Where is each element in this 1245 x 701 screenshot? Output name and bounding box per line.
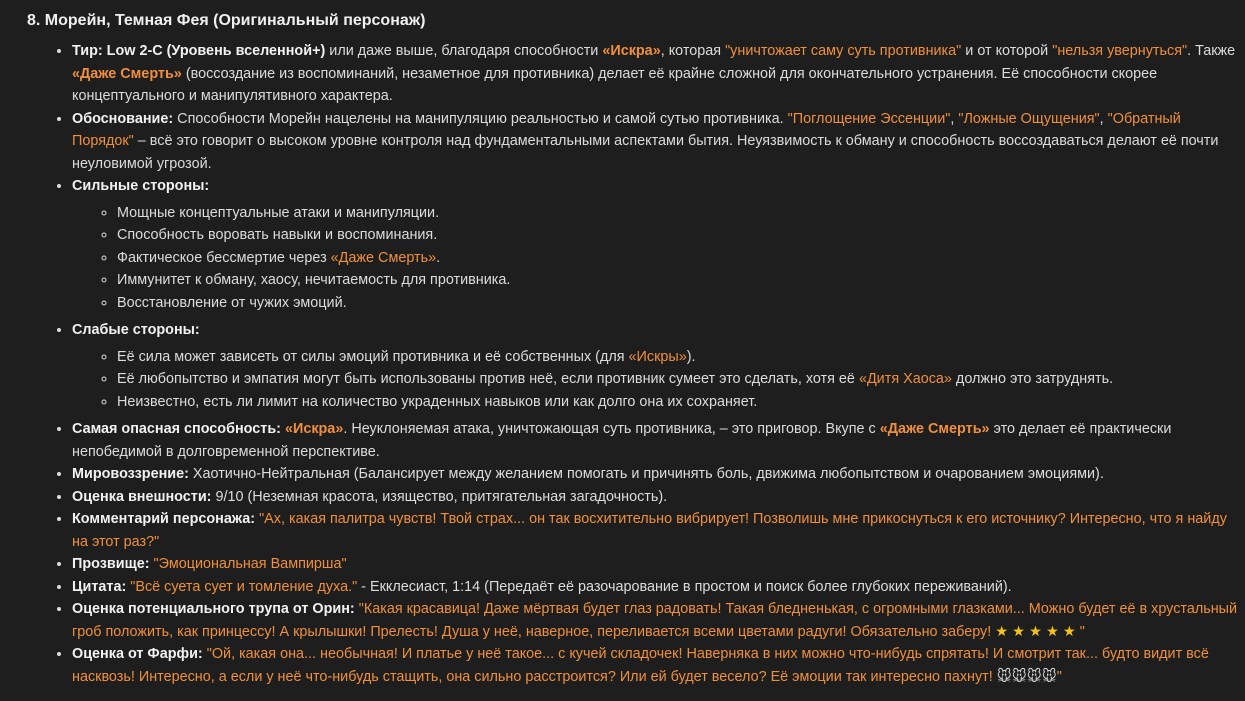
reason-quote-1: "Поглощение Эссенции" <box>787 110 951 127</box>
orin-item <box>72 598 1239 643</box>
profile-list <box>27 40 1239 688</box>
weakness-2-ability: «Дитя Хаоса» <box>858 371 952 387</box>
nickname-quote: "Эмоциональная Вампирша" <box>153 556 347 572</box>
worldview-text: Хаотично-Нейтральная (Балансирует между желанием помогать и причинять боль, движима любопытством и очарованием эмоциями). <box>188 466 1104 482</box>
reason-quote-2: "Ложные Ощущения" <box>958 110 1100 127</box>
strengths-item <box>72 175 1239 314</box>
reason-label: Обоснование: <box>72 110 174 127</box>
mouse-emoji-icon: 🐭🐭🐭🐭 <box>996 668 1057 685</box>
orin-quote-end: " <box>1075 623 1085 640</box>
ability-spark: «Искра» <box>602 43 661 59</box>
orin-quote: "Какая красавица! Даже мёртвая будет глаз радовать! Такая бледненькая, с огромными глазками... Можно будет её в хрустальный гроб положить, как принцессу! А крылышки! Прелесть! Душа у неё, наверное, переливается всеми цветами радуги! Обязательно заберу! <box>72 601 1238 640</box>
content <box>27 10 1239 688</box>
weaknesses-item <box>72 319 1239 413</box>
weakness-2-text: Её любопытство и эмпатия могут быть использованы против неё, если противник сумеет это сделать, хотя её <box>117 371 859 387</box>
tier-text-1: или даже выше, благодаря способности <box>325 43 603 59</box>
weakness-1-ability: «Искры» <box>628 348 687 365</box>
weakness-2 <box>117 368 1239 391</box>
nickname-label: Прозвище: <box>72 556 150 572</box>
danger-item <box>72 418 1239 463</box>
danger-text-2: это делает её практически непобедимой в долговременной перспективе. <box>72 421 1172 460</box>
strengths-label: Сильные стороны: <box>72 178 210 194</box>
orin-label: Оценка потенциального трупа от Орин: <box>72 601 355 617</box>
star-rating-icon: ★ ★ ★ ★ ★ <box>995 623 1076 640</box>
tier-label: Тир: Low 2-C (Уровень вселенной+) <box>72 43 326 59</box>
citation-label: Цитата: <box>72 578 127 595</box>
strength-5: ◦ Восстановление от чужих эмоций. <box>117 292 1239 315</box>
citation-quote: "Всё суета сует и томление духа." <box>130 578 358 595</box>
danger-ability-even-death: «Даже Смерть» <box>879 421 990 437</box>
tier-quote-1: "уничтожает саму суть противника" <box>725 43 962 59</box>
tier-text-3: и от которой <box>961 43 1053 59</box>
weakness-3: ◦ Неизвестно, есть ли лимит на количество украденных навыков или как долго она их сохраняет. <box>117 391 1239 414</box>
tier-text-4: . Также <box>1187 43 1236 59</box>
reason-text-2: – всё это говорит о высоком уровне контроля над фундаментальными аспектами бытия. Неуязвимость к обману и способность воссоздаваться делают её почти неуловимой угрозой. <box>72 133 1219 172</box>
farfi-item <box>72 643 1239 688</box>
danger-label: Самая опасная способность: <box>72 421 281 437</box>
farfi-label: Оценка от Фарфи: <box>72 646 203 662</box>
reason-item <box>72 108 1239 176</box>
strength-2: ◦ Способность воровать навыки и воспоминания. <box>117 224 1239 247</box>
tier-text-2: , которая <box>660 43 726 59</box>
farfi-quote: "Ой, какая она... необычная! И платье у неё такое... с кучей складочек! Наверняка в них можно что-нибудь спрятать! И смотрит так... будто видит всё насквозь! Интересно, а если у неё что-нибудь стащить, она сильно расстроится? Или ей будет весело? Её эмоции так интересно пахнут! <box>72 646 1209 685</box>
strength-1: ◦ Мощные концептуальные атаки и манипуляции. <box>117 202 1239 225</box>
nickname-item <box>72 553 1239 576</box>
tier-quote-2: "нельзя увернуться" <box>1052 43 1188 59</box>
weakness-1-end: ). <box>686 348 696 365</box>
tier-item <box>72 40 1239 108</box>
strengths-list <box>72 202 1239 315</box>
weakness-1 <box>117 346 1239 369</box>
reason-comma-1: , <box>950 110 959 127</box>
looks-text: 9/10 (Неземная красота, изящество, притягательная загадочность). <box>211 488 668 505</box>
reason-comma-2: , <box>1099 110 1108 127</box>
weaknesses-list <box>72 346 1239 414</box>
comment-item <box>72 508 1239 553</box>
citation-item <box>72 576 1239 599</box>
comment-quote: "Ах, какая палитра чувств! Твой страх... он так восхитительно вибрирует! Позволишь мне прикоснуться к его источнику? Интересно, что я найду на этот раз?" <box>72 511 1227 550</box>
strength-3-text: Фактическое бессмертие через <box>117 249 331 266</box>
weakness-2-end: должно это затруднять. <box>951 371 1114 387</box>
tier-text-5: (воссоздание из воспоминаний, незаметное для противника) делает её крайне сложной для окончательного устранения. Её способности скорее концептуального и манипулятивного характера. <box>72 65 1158 104</box>
reason-text-1: Способности Морейн нацелены на манипуляцию реальностью и самой сутью противника. <box>173 110 788 127</box>
danger-ability-spark: «Искра» <box>284 421 344 437</box>
looks-label: Оценка внешности: <box>72 488 212 505</box>
strength-3 <box>117 247 1239 270</box>
comment-label: Комментарий персонажа: <box>72 511 256 527</box>
worldview-item <box>72 463 1239 486</box>
citation-text: - Екклесиаст, 1:14 (Передаёт её разочарование в простом и поиск более глубоких переживаний). <box>357 578 1012 595</box>
worldview-label: Мировоззрение: <box>72 466 189 482</box>
reason-quote-3: "Обратный Порядок" <box>72 110 1181 149</box>
weakness-1-text: Её сила может зависеть от силы эмоций противника и её собственных (для <box>117 348 629 365</box>
strength-3-ability: «Даже Смерть» <box>330 249 437 266</box>
strength-3-end: . <box>436 249 441 266</box>
looks-item <box>72 486 1239 509</box>
ability-even-death: «Даже Смерть» <box>72 65 182 82</box>
danger-text-1: . Неуклоняемая атака, уничтожающая суть противника, – это приговор. Вкупе с <box>343 421 880 437</box>
weaknesses-label: Слабые стороны: <box>72 322 200 338</box>
section-heading: 8. Морейн, Темная Фея (Оригинальный персонаж) <box>27 12 426 29</box>
strength-4: ◦ Иммунитет к обману, хаосу, нечитаемость для противника. <box>117 269 1239 292</box>
farfi-quote-end: " <box>1056 668 1062 685</box>
